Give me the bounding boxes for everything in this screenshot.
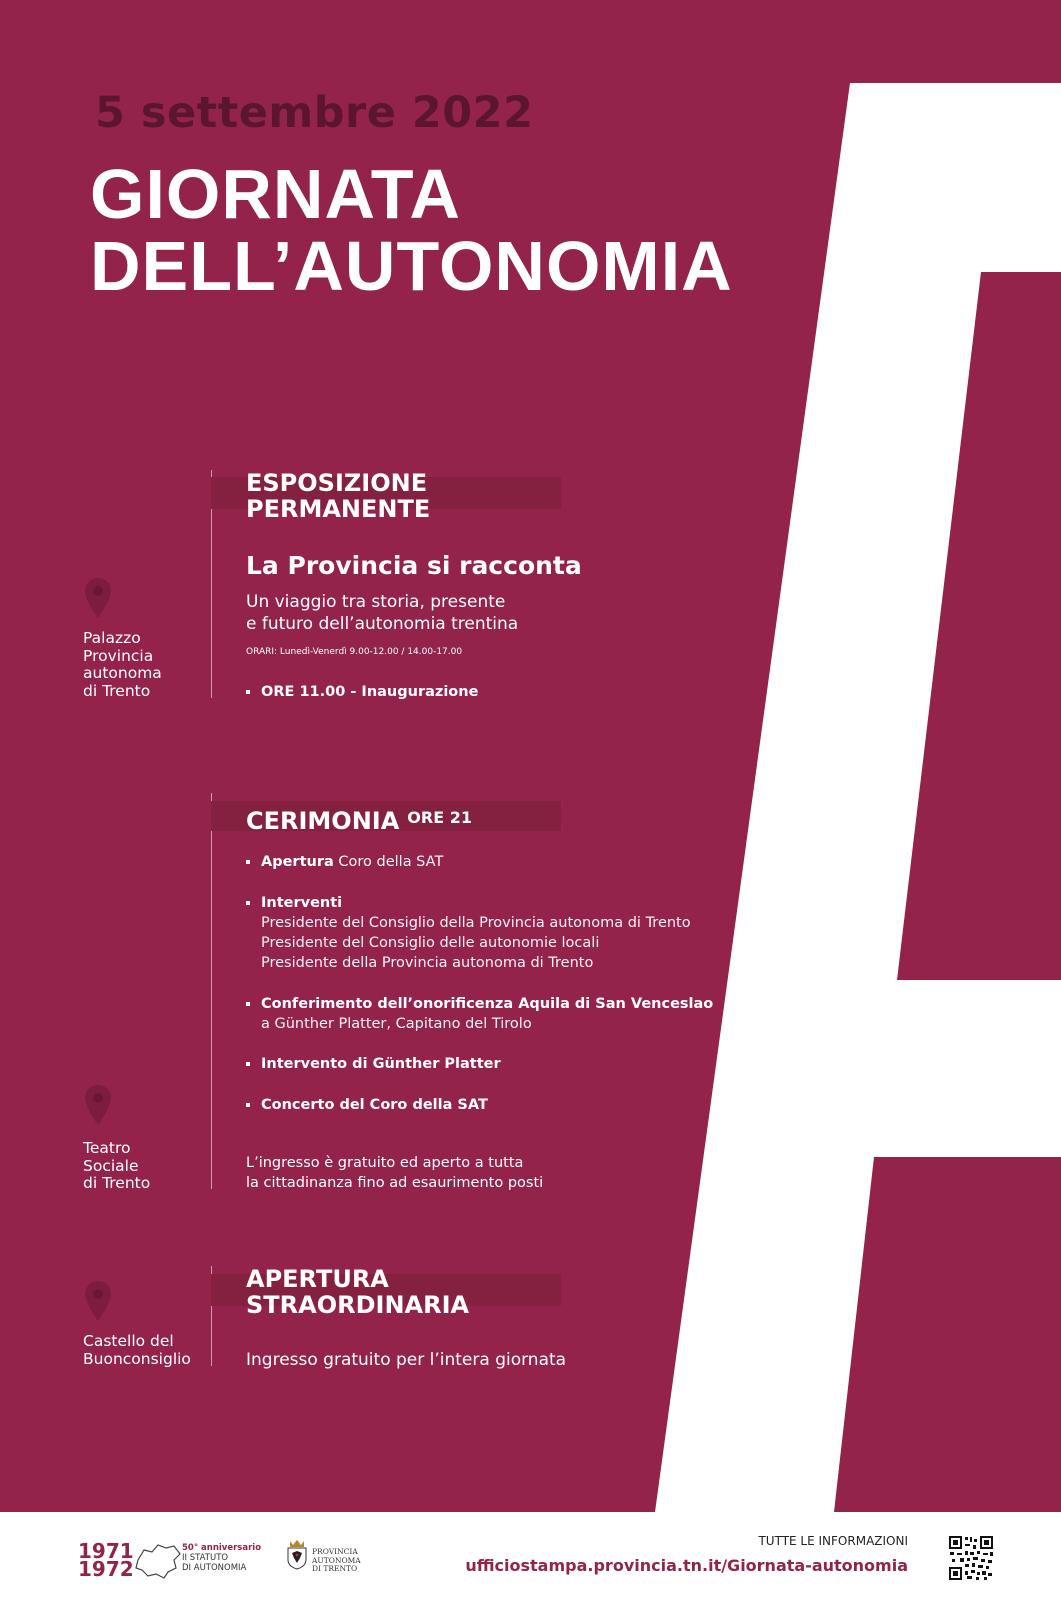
anniversary-text: [182, 1543, 261, 1573]
list-item: [246, 682, 478, 702]
event-date: 5 settembre 2022: [95, 88, 534, 138]
note-line-2: la cittadinanza fino ad esaurimento posti: [246, 1175, 544, 1191]
anniv-line: DI AUTONOMIA: [182, 1563, 247, 1573]
info-url-link[interactable]: ufficiostampa.provincia.tn.it/Giornata-autonomia: [465, 1556, 908, 1575]
apertura-label: Apertura: [261, 854, 334, 870]
apertura-heading-line-1: APERTURA: [246, 1265, 389, 1293]
place-line: Buonconsiglio: [83, 1349, 191, 1368]
apertura-heading: [246, 1266, 469, 1318]
list-item: [246, 852, 443, 872]
place-line: autonoma: [83, 664, 162, 682]
qr-code-icon[interactable]: [948, 1535, 994, 1581]
year-1971: 1971: [78, 1539, 134, 1563]
place-castello: [83, 1333, 191, 1368]
intervento-platter: Intervento di Günther Platter: [261, 1056, 501, 1072]
esposizione-heading-line-1: ESPOSIZIONE: [246, 469, 428, 497]
esposizione-subtitle: La Provincia si racconta: [246, 551, 582, 580]
cerimonia-time: ORE 21: [407, 808, 472, 827]
place-line: di Trento: [83, 681, 151, 700]
location-pin-icon: [84, 1280, 112, 1322]
apertura-heading-line-2: STRAORDINARIA: [246, 1291, 470, 1319]
place-line: Sociale: [83, 1156, 139, 1175]
provincia-logo-text: [312, 1548, 361, 1574]
bullet-dot: [246, 690, 250, 694]
anniv-line: II STATUTO: [182, 1553, 229, 1563]
prov-line: DI TRENTO: [312, 1564, 358, 1573]
year-1972: 1972: [78, 1557, 134, 1581]
location-pin-icon: [84, 577, 112, 619]
esposizione-heading: [246, 470, 430, 522]
bullet-dot: [246, 1062, 250, 1066]
title-line-1: GIORNATA: [90, 155, 461, 233]
coat-of-arms-icon: [286, 1538, 308, 1570]
anniv-line: 50° anniversario: [182, 1543, 262, 1553]
bullet-dot: [246, 1103, 250, 1107]
concerto: Concerto del Coro della SAT: [261, 1097, 488, 1113]
info-label: TUTTE LE INFORMAZIONI: [758, 1534, 908, 1548]
esposizione-bullet: ORE 11.00 - Inaugurazione: [261, 684, 479, 700]
bullet-dot: [246, 901, 250, 905]
esposizione-heading-line-2: PERMANENTE: [246, 495, 431, 523]
footer: [0, 1512, 1061, 1600]
cerimonia-heading-text: CERIMONIA: [246, 807, 400, 835]
interventi-line-1: Presidente del Consiglio della Provincia autonoma di Trento: [261, 915, 691, 931]
place-line: Teatro: [83, 1139, 131, 1157]
list-item: [246, 893, 691, 973]
note-line-1: L’ingresso è gratuito ed aperto a tutta: [246, 1155, 524, 1171]
apertura-detail: Coro della SAT: [333, 854, 444, 870]
esposizione-desc-line-1: Un viaggio tra storia, presente: [246, 592, 506, 612]
cerimonia-note: [246, 1153, 543, 1193]
cerimonia-heading: [246, 805, 472, 834]
interventi-label: Interventi: [261, 895, 343, 911]
prov-line: AUTONOMA: [312, 1555, 361, 1565]
list-item: [246, 1054, 501, 1074]
conferimento-detail: a Günther Platter, Capitano del Tirolo: [261, 1016, 532, 1032]
list-item: [246, 994, 713, 1034]
esposizione-desc-line-2: e futuro dell’autonomia trentina: [246, 614, 519, 634]
place-line: Provincia: [83, 646, 154, 665]
interventi-line-3: Presidente della Provincia autonoma di Trento: [261, 955, 594, 971]
place-line: Castello del: [83, 1332, 174, 1350]
trentino-map-icon: [134, 1542, 182, 1580]
prov-line: PROVINCIA: [312, 1547, 358, 1556]
title-line-2: DELL’AUTONOMIA: [90, 227, 733, 305]
place-palazzo: [83, 630, 162, 700]
conferimento-label: Conferimento dell’onorificenza Aquila di San Venceslao: [261, 996, 714, 1012]
interventi-line-2: Presidente del Consiglio delle autonomie locali: [261, 935, 600, 951]
location-pin-icon: [84, 1084, 112, 1126]
list-item: [246, 1095, 488, 1115]
place-line: di Trento: [83, 1174, 151, 1192]
apertura-text: Ingresso gratuito per l’intera giornata: [246, 1350, 567, 1370]
place-line: Palazzo: [83, 629, 141, 647]
page-title: [90, 155, 733, 305]
bullet-dot: [246, 1002, 250, 1006]
section-divider-line: [211, 793, 212, 1189]
esposizione-orari: ORARI: Lunedì-Venerdì 9.00-12.00 / 14.00-17.00: [246, 647, 463, 657]
bullet-dot: [246, 860, 250, 864]
anniversary-years: [78, 1539, 134, 1581]
place-teatro: [83, 1140, 150, 1193]
